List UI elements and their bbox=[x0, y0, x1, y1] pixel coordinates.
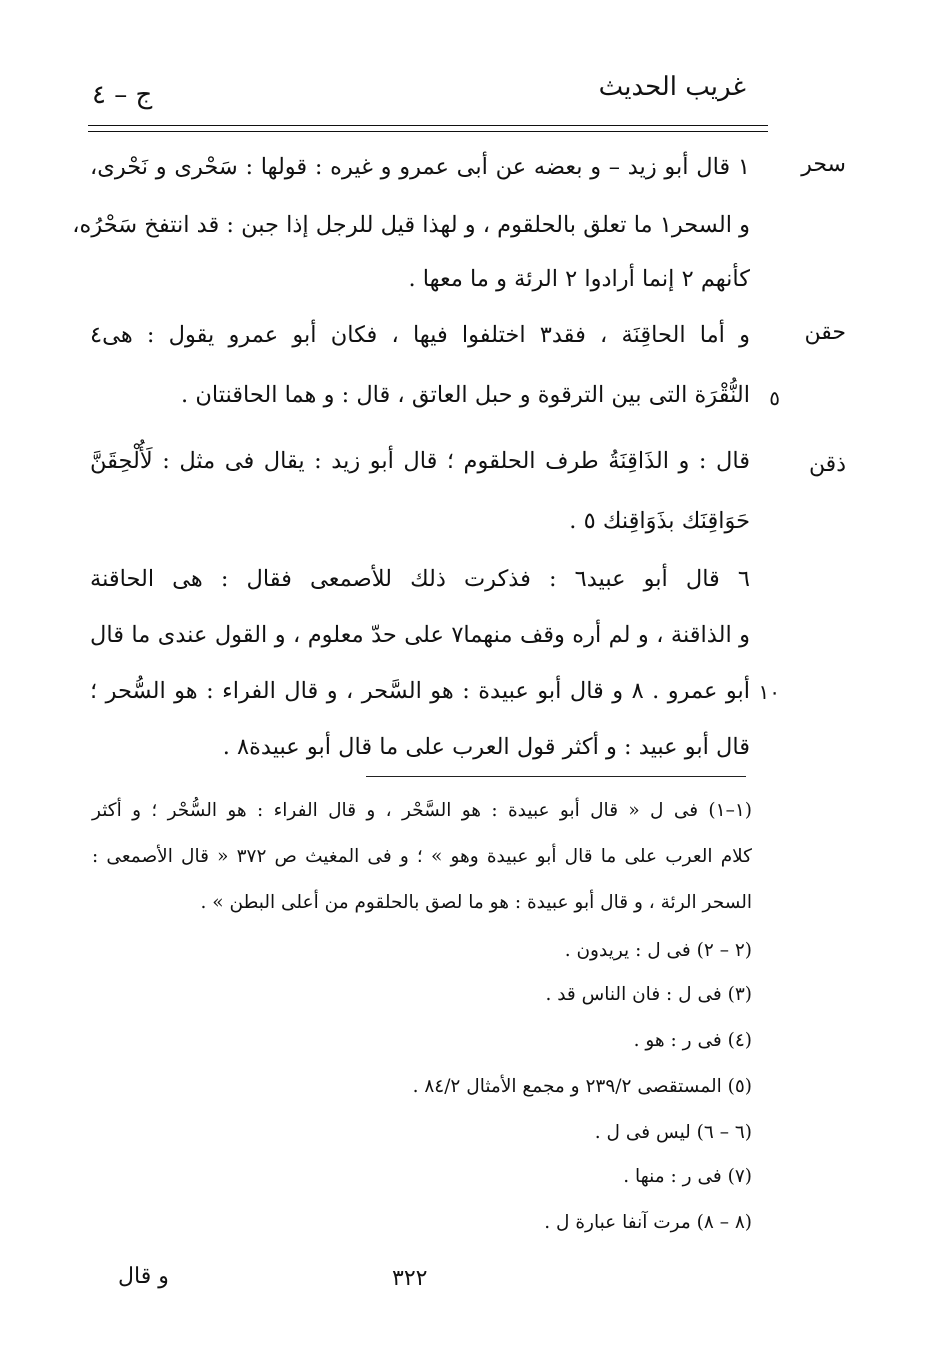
footnote-line-2: كلام العرب على ما قال أبو عبيدة وهو » ؛ و فى المغيث ص ٣٧٢ « قال الأصمعى : bbox=[92, 846, 752, 867]
body-line-7: حَوَاقِنَك بذَوَاقِنك ٥ . bbox=[569, 508, 750, 534]
footnote-line-7: (٥) المستقصى ٢٣٩/٢ و مجمع الأمثال ٨٤/٢ . bbox=[412, 1076, 752, 1097]
body-line-3: كأنهم ٢ إنما أرادوا ٢ الرئة و ما معها . bbox=[408, 266, 750, 292]
body-line-6: قال : و الذَاقِنَةُ طرف الحلقوم ؛ قال أبو زيد : يقال فى مثل : لَأُلْحِقَنَّ bbox=[90, 448, 750, 474]
line-number-5: ٥ bbox=[769, 386, 780, 410]
catchword: و قال bbox=[118, 1264, 169, 1289]
body-line-4: و أما الحاقِنَة ، فقد٣ اختلفوا فيها ، فكان أبو عمرو يقول : هى٤ bbox=[90, 322, 750, 348]
body-line-1: ١ قال أبو زيد – و بعضه عن أبى عمرو و غيره : قولها : سَحْرى و نَحْرى، bbox=[90, 154, 750, 180]
margin-entry-sahr: سحر bbox=[801, 152, 846, 177]
body-line-8: ٦ قال أبو عبيد٦ : فذكرت ذلك للأصمعى فقال : هى الحاقنة bbox=[90, 566, 750, 592]
body-line-9: و الذاقنة ، و لم أره وقف منهما٧ على حدّ معلوم ، و القول عندى ما قال bbox=[90, 622, 751, 648]
footnote-line-9: (٧) فى ر : منها . bbox=[623, 1166, 752, 1187]
footnote-line-3: السحر الرئة ، و قال أبو عبيدة : هو ما لصق بالحلقوم من أعلى البطن » . bbox=[200, 892, 752, 913]
footnote-separator bbox=[366, 776, 746, 777]
body-line-5: النُّقْرَة التى بين الترقوة و حبل العاتق ، قال : و هما الحاقنتان . bbox=[181, 382, 750, 408]
footnote-line-8: (٦ – ٦) ليس فى ل . bbox=[594, 1122, 752, 1143]
footnote-line-10: (٨ – ٨) مرت آنفا عبارة ل . bbox=[544, 1212, 752, 1233]
running-head-title: غريب الحديث bbox=[598, 72, 746, 102]
running-head-volume: ج – ٤ bbox=[92, 80, 153, 110]
margin-entry-dhaqn: ذقن bbox=[808, 452, 846, 477]
line-number-10: ١٠ bbox=[758, 680, 780, 704]
body-line-11: قال أبو عبيد : و أكثر قول العرب على ما قال أبو عبيدة٨ . bbox=[222, 734, 750, 760]
footnote-line-4: (٢ – ٢) فى ل : يريدون . bbox=[564, 940, 752, 961]
page-number: ٣٢٢ bbox=[392, 1266, 428, 1291]
margin-entry-haqn: حقن bbox=[804, 320, 846, 345]
footnote-line-6: (٤) فى ر : هو . bbox=[633, 1030, 752, 1051]
body-line-2: و السحر١ ما تعلق بالحلقوم ، و لهذا قيل للرجل إذا جبن : قد انتفخ سَحْرُه، bbox=[72, 212, 750, 238]
header-rule-top bbox=[88, 125, 768, 126]
header-rule-bottom bbox=[88, 131, 768, 132]
body-line-10: أبو عمرو . ٨ و قال أبو عبيدة : هو السَّحر ، و قال الفراء : هو السُّحر ؛ bbox=[90, 678, 750, 704]
footnote-line-5: (٣) فى ل : فان الناس قد . bbox=[545, 984, 752, 1005]
footnote-line-1: (١–١) فى ل « قال أبو عبيدة : هو السَّحْر ، و قال الفراء : هو السُّحْر ؛ و أكثر bbox=[92, 800, 752, 821]
